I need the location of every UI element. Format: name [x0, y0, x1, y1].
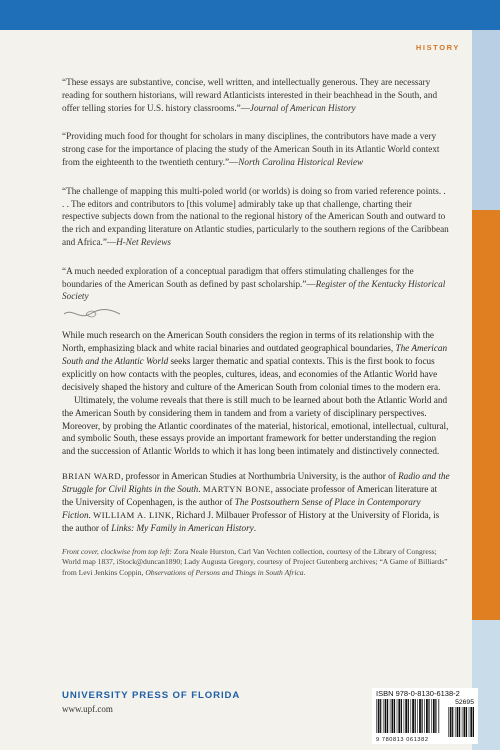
author-bios — [62, 470, 450, 535]
description-paragraph — [62, 329, 450, 394]
credits-label: Front cover, clockwise from top left: — [62, 546, 172, 556]
barcode-icon — [376, 699, 440, 735]
flourish-divider-icon — [62, 307, 450, 321]
publisher-block — [62, 690, 240, 714]
publisher-name: UNIVERSITY PRESS OF FLORIDA — [62, 690, 241, 701]
quote-source: Register of the Kentucky Historical Society — [62, 278, 446, 302]
quote-text: “A much needed exploration of a conceptual paradigm that offers stimulating challenges for the boundaries of the American South as defined by past scholarship.”— — [62, 265, 414, 289]
credits-text: . — [303, 567, 306, 577]
category-label: HISTORY — [415, 43, 460, 52]
quote-source: Journal of American History — [249, 102, 356, 113]
quote-source: North Carolina Historical Review — [238, 156, 364, 167]
isbn-barcode — [372, 688, 478, 744]
publisher-website: www.upf.com — [62, 704, 113, 714]
credits-text: Zora Neale Hurston, Carl Van Vechten collection, courtesy of the Library of Congress; World map 1837, iStock@duncan1890; Lady Augusta Gregory, courtesy of Project Gutenberg archives; “A Game of Billiards” from Levi Jenkins Coppin, — [62, 546, 448, 577]
bio-text: , associate professor of American literature at the University of Copenhagen, is the author of — [62, 484, 438, 508]
author-book: Links: My Family in American History — [111, 522, 254, 533]
bio-text: . — [198, 484, 203, 495]
quote-text: “The challenge of mapping this multi-poled world (or worlds) is doing so from varied reference points. . . . The editors and contributors to [this volume] admirably take up that challenge, charting their respective subjects down from the national to the regional history of the American South and outward to the rich and expanding literature on Atlantic studies, particularly to the southern regions of the Caribbean and Africa.”— — [62, 185, 449, 247]
isbn-number: ISBN 978-0-8130-6138-2 — [376, 689, 460, 698]
quote-text: “Providing much food for thought for scholars in many disciplines, the contributors have made a very strong case for the importance of placing the study of the American South in its Atlantic World context from the eighteenth to the twentieth century.”— — [62, 131, 440, 167]
back-cover-content — [62, 76, 450, 578]
book-description — [62, 329, 450, 458]
spine-color-band — [472, 30, 500, 750]
description-paragraph: Ultimately, the volume reveals that there is still much to be learned about both the Atlantic World and the American South by considering them in tandem and from a variety of disciplinary perspectives. Moreover, by probing the Atlantic coordinates of the material, historical, emotional, intellectual, cultural, and symbolic South, these essays provide an important framework for better understanding the region and the succession of Atlantic Worlds to which it has long been intimately and distinctively connected. — [62, 394, 449, 457]
book-title: The American South and the Atlantic World — [62, 343, 448, 366]
bio-text: , professor in American Studies at Northumbria University, is the author of — [121, 471, 399, 482]
author-name: WILLIAM A. LINK — [93, 509, 172, 520]
credits-title: Observations of Persons and Things in South Africa — [145, 567, 304, 577]
author-book: The Postsouthern Sense of Place in Contemporary Fiction — [62, 497, 421, 520]
barcode-number: 9 780813 061382 — [376, 737, 429, 743]
light-blue-band — [472, 30, 500, 210]
price-barcode-icon — [448, 707, 474, 737]
bio-text: , Richard J. Milbauer Professor of History at the University of Florida, is the author of — [62, 509, 440, 533]
bio-text: . — [88, 509, 94, 520]
author-name: MARTYN BONE — [202, 484, 271, 495]
quote-source: H-Net Reviews — [116, 236, 171, 247]
quote-text: “These essays are substantive, concise, well written, and intellectually generous. They are necessary reading for southern historians, will reward Atlanticists interested in their beachhead in the South, and offer telling stories for U.S. history classrooms.”— — [62, 77, 438, 113]
review-quote — [62, 130, 450, 168]
orange-band — [472, 210, 500, 620]
review-quote — [62, 76, 450, 114]
author-book: Radio and the Struggle for Civil Rights in the South — [62, 471, 450, 495]
description-text: seeks larger thematic and spatial contexts. This is the first book to focus explicitly on how contacts with the peoples, cultures, ideas, and economies of the Atlantic World have decisively shaped the history and culture of the American South from colonial times to the modern era. — [62, 355, 441, 392]
price-code: 52695 — [455, 699, 474, 706]
description-text: While much research on the American South considers the region in terms of its relationship with the North, emphasizing black and white racial binaries and outdated geographical boundaries, — [62, 330, 434, 354]
author-name: BRIAN WARD — [62, 471, 122, 482]
top-color-band — [0, 0, 500, 30]
review-quote — [62, 265, 450, 303]
bio-text: . — [253, 522, 257, 533]
cover-credits — [62, 547, 450, 578]
review-quote — [62, 185, 450, 249]
